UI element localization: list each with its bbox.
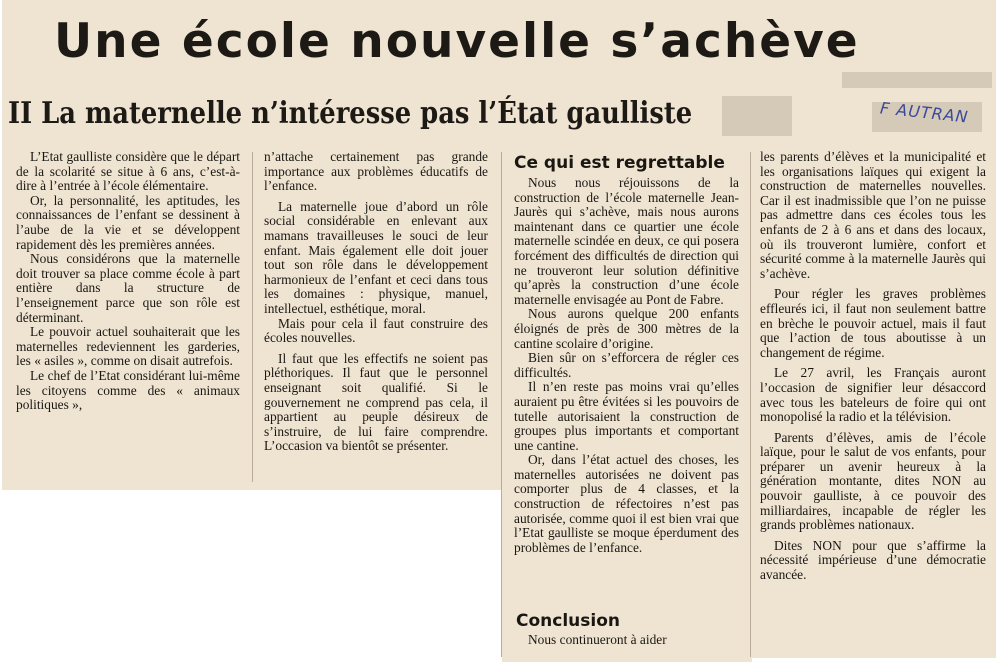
paragraph: Or, la personnalité, les aptitudes, les connaissances de l’enfant se dessinent à l’aube de la vie et se développent rapidement dès les premières années.: [16, 192, 240, 252]
column-rule: [252, 152, 253, 482]
article-column-2: [264, 150, 488, 454]
subheadline: II La maternelle n’intéresse pas l’État gaulliste: [8, 96, 693, 131]
paragraph: Il n’en reste pas moins vrai qu’elles auraient pu être évitées si les pouvoirs de tutelle autorisaient la construction de groupes plus importants et comportant une cantine.: [514, 379, 739, 453]
paragraph: Parents d’élèves, amis de l’école laïque, pour le salut de vos enfants, pour préparer un avenir heureux à la génération montante, dites NON au pouvoir gaulliste, à ce pouvoir des milliardaires, incapable de régler les grands problèmes nationaux.: [760, 429, 986, 533]
paragraph: n’attache certainement pas grande importance aux problèmes éducatifs de l’enfance.: [264, 149, 488, 194]
paragraph: les parents d’élèves et la municipalité et les organisations laïques qui exigent la construction de maternelles nouvelles. Car il est inadmissible que l’on ne puisse pas admettre dans ces écoles tous les enfants de 2 à 6 ans et dans des locaux, où ils trouveront lumière, confort et sécurité comme à la maternelle Jaurès qui s’achève.: [760, 149, 986, 281]
paragraph: Nous nous réjouissons de la construction de l’école maternelle Jean-Jaurès qui s’achève, mais nous aurons maintenant dans ce quartier une école maternelle scindée en deux, ce qui posera forcément des difficultés de direction qui ne trouveront leur solution définitive qu’après la construction d’une école maternelle envisagée au Pont de Fabre.: [514, 175, 739, 307]
paragraph: Mais pour cela il faut construire des écoles nouvelles.: [264, 315, 488, 346]
article-column-3: [514, 176, 739, 555]
article-column-1: [16, 150, 240, 413]
paragraph: La maternelle joue d’abord un rôle social considérable en enlevant aux mamans travailleuses le souci de leur enfant. Mais également elle doit jouer tout son rôle dans le développement harmonieux de l’enfant et ceci dans tous les domaines : physique, manuel, intellectuel, esthétique, moral.: [264, 198, 488, 316]
column-rule: [750, 152, 751, 657]
section-title-conclusion: Conclusion: [516, 611, 620, 631]
column-rule: [501, 152, 502, 657]
paragraph: Or, dans l’état actuel des choses, les maternelles autorisées ne doivent pas comporter plus de 4 classes, et la construction de réfectoires n’est pas autorisée, comme quoi il est bien vrai que l’Etat gaulliste se moque éperdument des problèmes de l’enfance.: [514, 452, 739, 555]
paragraph: Il faut que les effectifs ne soient pas pléthoriques. Il faut que le personnel enseignant soit qualifié. Si le gouvernement ne comprend pas cela, il appartient au peuple désireux de s’instruire, de lui faire comprendre. L’occasion va bientôt se présenter.: [264, 350, 488, 454]
paragraph: Le pouvoir actuel souhaiterait que les maternelles redeviennent les garderies, les « asiles », comme on disait autrefois.: [16, 324, 240, 369]
paragraph: L’Etat gaulliste considère que le départ de la scolarité se situe à 6 ans, c’est-à-dire à l’entrée à l’école élémentaire.: [16, 149, 240, 194]
handwritten-annotation: F AUTRAN: [879, 98, 970, 127]
paragraph: Le chef de l’Etat considérant lui-même les citoyens comme des « animaux politiques »,: [16, 367, 240, 413]
headline: Une école nouvelle s’achève: [54, 14, 860, 69]
paragraph: Nous aurons quelque 200 enfants éloignés de près de 300 mètres de la cantine scolaire d’origine.: [514, 306, 739, 351]
paragraph: Bien sûr on s’efforcera de régler ces difficultés.: [514, 350, 739, 380]
section-title-regret: Ce qui est regrettable: [514, 153, 725, 173]
paragraph: Nous continueront à aider: [528, 632, 667, 647]
paragraph: Pour régler les graves problèmes effleurés ici, il faut non seulement battre en brèche le pouvoir actuel, mais il faut que l’action de tous aboutisse à un changement de régime.: [760, 286, 986, 360]
article-column-3-tail: [514, 633, 739, 648]
paragraph: Dites NON pour que s’affirme la nécessité impérieuse d’une démocratie avancée.: [760, 537, 986, 583]
paragraph: Le 27 avril, les Français auront l’occasion de signifier leur désaccord avec tous les bateleurs de foire qui ont monopolisé la radio et la télévision.: [760, 365, 986, 425]
paragraph: Nous considérons que la maternelle doit trouver sa place comme école à part entière dans la structure de l’enseignement parce que son rôle est déterminant.: [16, 251, 240, 325]
article-column-4: [760, 150, 986, 583]
